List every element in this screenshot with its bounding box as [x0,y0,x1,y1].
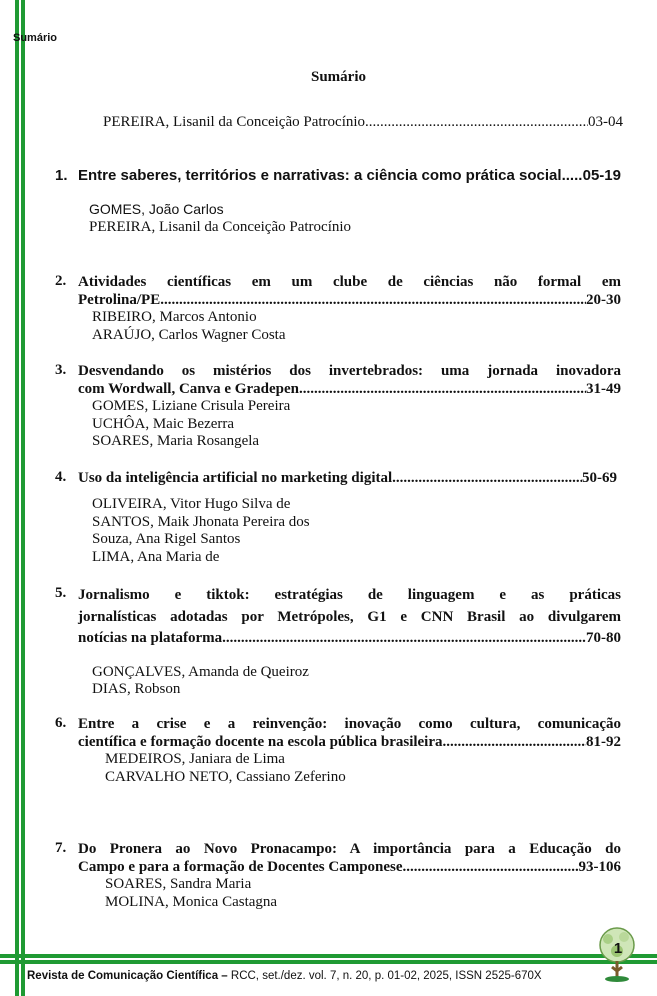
entry-authors [105,876,621,911]
entry-authors [92,496,621,566]
frame-vertical-line-outer [15,0,19,996]
frame-vertical-line-inner [21,0,25,996]
entry-number: 1. [55,167,68,184]
leader-dots [299,380,586,398]
entry-title-line-last [78,291,621,309]
intro-entry[interactable] [103,114,623,131]
toc-entry-6[interactable] [55,715,621,786]
page-number: 1 [613,940,623,957]
entry-authors [92,309,621,344]
footer-details: RCC, set./dez. vol. 7, n. 20, p. 01-02, 2025, ISSN 2525-670X [227,970,542,982]
author: MOLINA, Monica Castagna [105,893,278,910]
entry-title-line-last [78,628,621,650]
leader-dots [222,628,586,650]
entry-title-line-last [78,733,621,751]
author: LIMA, Ana Maria de [92,548,220,565]
entry-pages: 93-106 [578,859,621,875]
toc-entry-7[interactable] [55,840,621,911]
leader-dots [562,167,583,185]
author: SOARES, Maria Rosangela [92,433,260,449]
entry-authors [89,201,621,236]
frame-horizontal-line-upper [0,954,657,958]
author: GOMES, João Carlos [89,201,224,217]
running-head: Sumário [13,32,58,44]
entry-title-line: Entre a crise e a reinvenção: inovação como cultura, comunicação [78,716,621,732]
toc-entry-1[interactable] [55,167,621,236]
entry-pages: 70-80 [586,630,621,646]
entry-title-line: Atividades científicas em um clube de ciências não formal em [78,274,621,290]
entry-number: 2. [55,273,67,289]
entry-title-line-last [78,858,621,876]
author: ARAÚJO, Carlos Wagner Costa [92,326,286,343]
entry-title-line: Jornalismo e tiktok: estratégias de linguagem e as práticas [78,587,621,603]
entry-title-line-last [78,380,621,398]
toc-entry-4[interactable] [55,469,621,566]
entry-number: 5. [55,585,67,601]
entry-title-line: Do Pronera ao Novo Pronacampo: A importância para a Educação do [78,841,621,857]
entry-title [78,167,621,185]
entry-pages: 81-92 [586,734,621,750]
leader-dots [392,469,582,487]
entry-title-text: Campo e para a formação de Docentes Camponese [78,859,403,875]
author: OLIVEIRA, Vitor Hugo Silva de [92,496,291,512]
author: MEDEIROS, Janiara de Lima [105,751,285,767]
entry-authors [92,398,621,451]
entry-pages: 05-19 [582,167,621,184]
author: GOMES, Liziane Crisula Pereira [92,398,291,414]
frame-horizontal-line-lower [0,960,657,964]
author: CARVALHO NETO, Cassiano Zeferino [105,768,346,785]
entry-pages: 50-69 [582,470,617,486]
entry-number: 6. [55,715,67,731]
entry-title-text: Entre saberes, territórios e narrativas: a ciência como prática social [78,167,562,184]
intro-pages: 03-04 [588,114,623,130]
leader-dots [160,291,586,309]
entry-number: 3. [55,362,67,378]
entry-authors [92,664,621,699]
entry-title-line: Desvendando os mistérios dos invertebrados: uma jornada inovadora [78,363,621,379]
page-title: Sumário [310,69,366,85]
toc-entry-3[interactable] [55,362,621,451]
entry-number: 7. [55,840,67,856]
entry-title-text: Uso da inteligência artificial no marketing digital [78,470,393,486]
entry-authors [105,751,621,786]
entry-title-text: científica e formação docente na escola pública brasileira [78,734,443,750]
entry-title-text: com Wordwall, Canva e Gradepen [78,381,299,397]
author: SANTOS, Maik Jhonata Pereira dos [92,513,310,530]
leader-dots [443,733,586,751]
entry-title-text: notícias na plataforma [78,630,223,646]
footer-journal: Revista de Comunicação Científica – [27,970,228,982]
author: Souza, Ana Rigel Santos [92,531,241,547]
author: GONÇALVES, Amanda de Queiroz [92,663,309,680]
entry-number: 4. [55,469,67,485]
toc-entry-5[interactable] [55,585,621,699]
leader-dots [365,114,588,131]
intro-author: PEREIRA, Lisanil da Conceição Patrocínio [103,114,366,130]
toc-entry-2[interactable] [55,273,621,344]
author: UCHÔA, Maic Bezerra [92,415,235,432]
footer-citation [27,970,542,982]
author: RIBEIRO, Marcos Antonio [92,309,257,325]
author: PEREIRA, Lisanil da Conceição Patrocínio [89,218,352,235]
author: SOARES, Sandra Maria [105,876,252,892]
entry-title-text: Petrolina/PE [78,292,161,308]
entry-pages: 20-30 [586,292,621,308]
entry-title [78,469,617,487]
entry-title-line: jornalísticas adotadas por Metrópoles, G1 e CNN Brasil ao divulgarem [78,608,621,625]
entry-pages: 31-49 [586,381,621,397]
leader-dots [403,858,579,876]
author: DIAS, Robson [92,681,181,697]
